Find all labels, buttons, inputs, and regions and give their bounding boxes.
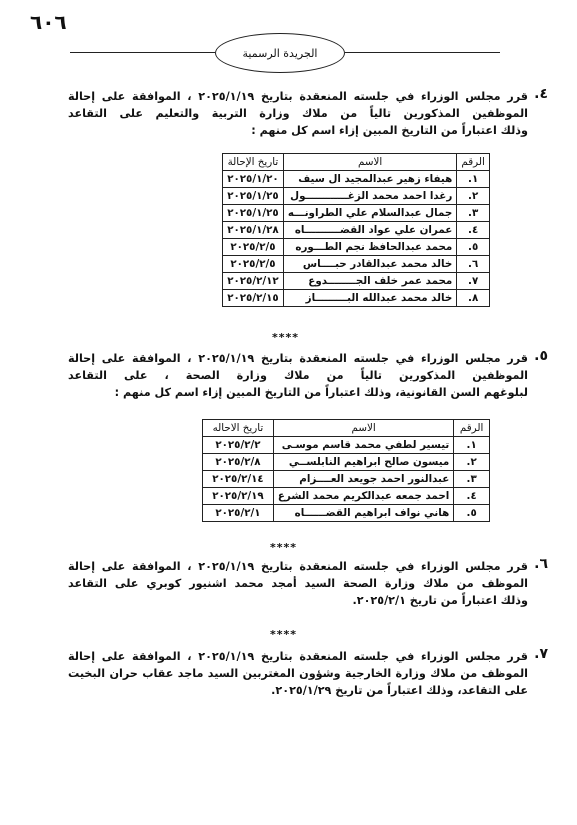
row-name: عمران علي عواد القضــــــــــاه bbox=[283, 222, 456, 239]
table-row bbox=[223, 256, 490, 273]
row-name: هاني نواف ابراهيم القضــــــاه bbox=[273, 505, 453, 522]
row-number: ٤. bbox=[457, 222, 490, 239]
header-name: الاسم bbox=[283, 154, 456, 171]
row-name: محمد عمر خلف الجــــــــدوع bbox=[283, 273, 456, 290]
row-number: ٥. bbox=[454, 505, 490, 522]
paragraph-line: وذلك اعتباراً من التاريخ المبين إزاء اسم كل منهم : bbox=[251, 124, 528, 137]
table-row bbox=[203, 471, 490, 488]
paragraph-line: قرر مجلس الوزراء في جلسته المنعقدة بتاريخ ٢٠٢٥/١/١٩ ، الموافقة على إحالة bbox=[68, 352, 528, 365]
row-name: ميسون صالح ابراهيم النابلســي bbox=[273, 454, 453, 471]
row-name: عبدالنور احمد جويعد العــــزام bbox=[273, 471, 453, 488]
table-row bbox=[223, 239, 490, 256]
row-name: احمد جمعه عبدالكريم محمد الشرع bbox=[273, 488, 453, 505]
table-row bbox=[203, 488, 490, 505]
row-name: جمال عبدالسلام علي الطراونـــه bbox=[283, 205, 456, 222]
section-number: ٤. bbox=[534, 86, 548, 102]
section-4-table bbox=[222, 153, 490, 307]
header-number: الرقم bbox=[457, 154, 490, 171]
row-date: ٢٠٢٥/٢/١٥ bbox=[223, 290, 284, 307]
paragraph-line: قرر مجلس الوزراء في جلسته المنعقدة بتاريخ ٢٠٢٥/١/١٩ ، الموافقة على إحالة bbox=[68, 650, 528, 663]
row-name: هيفاء زهير عبدالمجيد ال سيف bbox=[283, 171, 456, 188]
row-date: ٢٠٢٥/١/٢٠ bbox=[223, 171, 284, 188]
row-number: ٢. bbox=[454, 454, 490, 471]
row-date: ٢٠٢٥/٢/٥ bbox=[223, 239, 284, 256]
row-number: ٣. bbox=[457, 205, 490, 222]
row-number: ٦. bbox=[457, 256, 490, 273]
header-name: الاسم bbox=[273, 420, 453, 437]
section-4-paragraph bbox=[68, 86, 548, 139]
row-number: ٤. bbox=[454, 488, 490, 505]
table-row bbox=[203, 437, 490, 454]
row-number: ٢. bbox=[457, 188, 490, 205]
paragraph-line: الموظف من ملاك وزارة الصحة السيد أمجد محمد اشنيور كوبري على التقاعد bbox=[68, 577, 528, 590]
section-number: ٥. bbox=[534, 348, 548, 364]
row-date: ٢٠٢٥/٢/١٤ bbox=[203, 471, 274, 488]
section-number: ٧. bbox=[534, 646, 548, 662]
page-number: ٦٠٦ bbox=[30, 10, 67, 34]
separator: **** bbox=[270, 628, 298, 641]
row-number: ٧. bbox=[457, 273, 490, 290]
paragraph-line: الموظف من ملاك وزارة الخارجية وشؤون المغتربين السيد ماجد عقاب حران البخيت bbox=[68, 667, 528, 680]
header-rule-right bbox=[345, 52, 500, 53]
row-number: ١. bbox=[454, 437, 490, 454]
table-header-row bbox=[203, 420, 490, 437]
row-number: ١. bbox=[457, 171, 490, 188]
row-date: ٢٠٢٥/٢/٢ bbox=[203, 437, 274, 454]
paragraph-line: قرر مجلس الوزراء في جلسته المنعقدة بتاريخ ٢٠٢٥/١/١٩ ، الموافقة على إحالة bbox=[68, 560, 528, 573]
row-name: خالد محمد عبدالقادر حبــــاس bbox=[283, 256, 456, 273]
row-name: محمد عبدالحافظ نجم الطـــوره bbox=[283, 239, 456, 256]
table-row bbox=[223, 290, 490, 307]
row-name: تيسير لطفي محمد قاسم موسـى bbox=[273, 437, 453, 454]
row-date: ٢٠٢٥/١/٢٥ bbox=[223, 188, 284, 205]
header-date: تاريخ الاحاله bbox=[203, 420, 274, 437]
row-date: ٢٠٢٥/١/٢٨ bbox=[223, 222, 284, 239]
row-date: ٢٠٢٥/٢/٥ bbox=[223, 256, 284, 273]
paragraph-line: لبلوغهم السن القانونية، وذلك اعتباراً من التاريخ المبين إزاء اسم كل منهم : bbox=[114, 386, 528, 399]
paragraph-line: على التقاعد، وذلك اعتباراً من تاريخ ٢٠٢٥/١/٢٩. bbox=[271, 684, 528, 697]
table-row bbox=[223, 171, 490, 188]
row-number: ٥. bbox=[457, 239, 490, 256]
row-name: خالد محمد عبدالله البـــــــــاز bbox=[283, 290, 456, 307]
row-date: ٢٠٢٥/١/٢٥ bbox=[223, 205, 284, 222]
table-row bbox=[203, 454, 490, 471]
table-row bbox=[223, 205, 490, 222]
row-number: ٨. bbox=[457, 290, 490, 307]
row-date: ٢٠٢٥/٢/١٩ bbox=[203, 488, 274, 505]
paragraph-line: الموظفين المذكورين تالياً من ملاك وزارة الصحة ، على التقاعد bbox=[68, 369, 528, 382]
section-5-table bbox=[202, 419, 490, 522]
section-5-paragraph bbox=[68, 348, 548, 401]
header-number: الرقم bbox=[454, 420, 490, 437]
paragraph-line: وذلك اعتباراً من تاريخ ٢٠٢٥/٢/١. bbox=[352, 594, 528, 607]
paragraph-line: قرر مجلس الوزراء في جلسته المنعقدة بتاريخ ٢٠٢٥/١/١٩ ، الموافقة على إحالة bbox=[68, 90, 528, 103]
section-number: ٦. bbox=[534, 556, 548, 572]
header-date: تاريخ الإحالة bbox=[223, 154, 284, 171]
header-title: الجريدة الرسمية bbox=[215, 33, 345, 73]
row-name: رغدا احمد محمد الزغــــــــــــول bbox=[283, 188, 456, 205]
table-row bbox=[223, 273, 490, 290]
separator: **** bbox=[272, 331, 300, 344]
table-row bbox=[223, 222, 490, 239]
section-6-paragraph bbox=[68, 556, 548, 609]
row-number: ٣. bbox=[454, 471, 490, 488]
paragraph-line: الموظفين المذكورين تالياً من ملاك وزارة التربية والتعليم على التقاعد bbox=[68, 107, 528, 120]
table-row bbox=[203, 505, 490, 522]
section-7-paragraph bbox=[68, 646, 548, 699]
header-rule-left bbox=[70, 52, 215, 53]
row-date: ٢٠٢٥/٢/١ bbox=[203, 505, 274, 522]
row-date: ٢٠٢٥/٢/٨ bbox=[203, 454, 274, 471]
table-header-row bbox=[223, 154, 490, 171]
separator: **** bbox=[270, 541, 298, 554]
row-date: ٢٠٢٥/٢/١٢ bbox=[223, 273, 284, 290]
table-row bbox=[223, 188, 490, 205]
